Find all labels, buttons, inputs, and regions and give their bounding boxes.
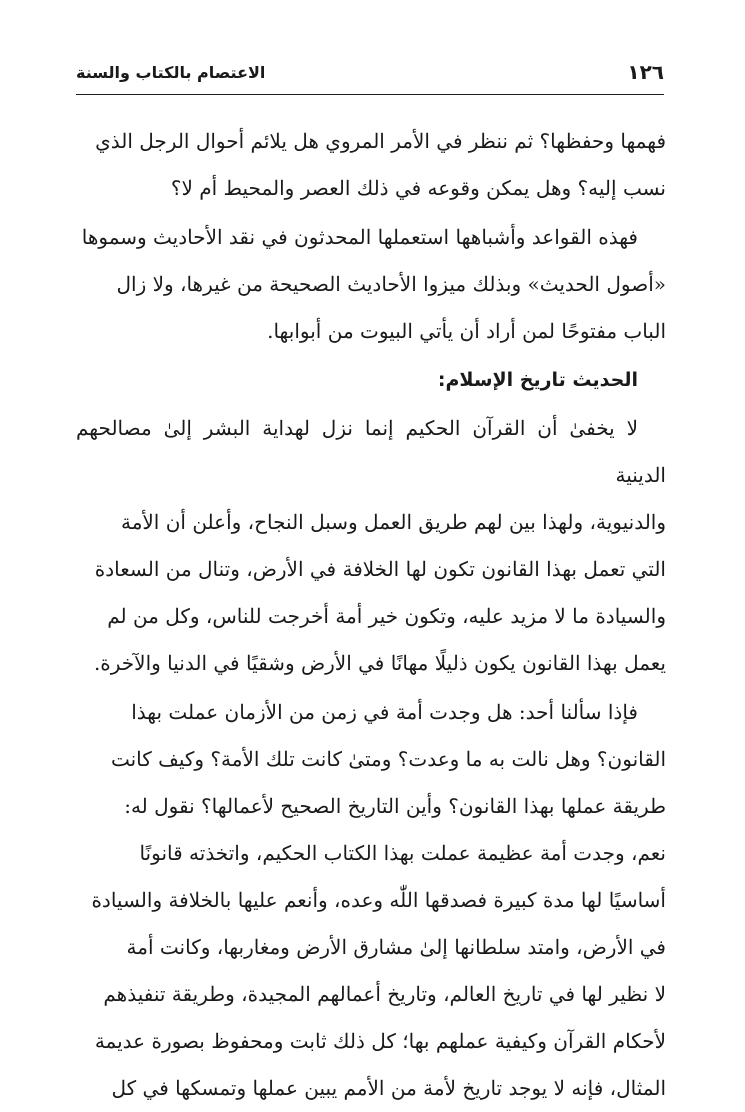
paragraph-quran-purpose: لا يخفىٰ أن القرآن الحكيم إنما نزل لهداية البشر إلىٰ مصالحهم الدينية والدنيوية، ولهذا بين لهم طريق العمل وسبل النجاح، وأعلن أن الأمة التي تعمل بهذا القانون تكون لها الخلافة في الأرض، وتنال من السعادة والسيادة ما لا مزيد عليه، وتكون خير أمة أخرجت للناس، وكل من لم يعمل بهذا القانون يكون ذليلًا مهانًا في الأرض وشقيًا في الدنيا والآخرة. <box>76 416 666 675</box>
page-body <box>76 118 666 1112</box>
running-title: الاعتصام بالكتاب والسنة <box>76 62 266 82</box>
page-number: ١٢٦ <box>627 60 664 84</box>
paragraph-hadith-rules: فهذه القواعد وأشباهها استعملها المحدثون في نقد الأحاديث وسموها «أصول الحديث» وبذلك ميزوا الأحاديث الصحيحة من غيرها، ولا زال الباب مفتوحًا لمن أراد أن يأتي البيوت من أبوابها. <box>81 225 666 343</box>
paragraph-history-answer: فإذا سألنا أحد: هل وجدت أمة في زمن من الأزمان عملت بهذا القانون؟ وهل نالت به ما وعدت؟ ومتىٰ كانت تلك الأمة؟ وكيف كانت طريقة عملها بهذا القانون؟ وأين التاريخ الصحيح لأعمالها؟ نقول له: نعم، وجدت أمة عظيمة عملت بهذا الكتاب الحكيم، واتخذته قانونًا أساسيًا لها مدة كبيرة فصدقها اللّٰه وعده، وأنعم عليها بالخلافة والسيادة في الأرض، وامتد سلطانها إلىٰ مشارق الأرض ومغاربها، وكانت أمة لا نظير لها في تاريخ العالم، وتاريخ أعمالهم المجيدة، وطريقة تنفيذهم لأحكام القرآن وكيفية عملهم بها؛ كل ذلك ثابت ومحفوظ بصورة عديمة المثال، فإنه لا يوجد تاريخ لأمة من الأمم يبين عملها وتمسكها في كل <box>91 700 666 1100</box>
paragraph-continuation: فهمها وحفظها؟ ثم ننظر في الأمر المروي هل يلائم أحوال الرجل الذي نسب إليه؟ وهل يمكن وقوعه في ذلك العصر والمحيط أم لا؟ <box>95 129 666 200</box>
page-header <box>76 58 664 95</box>
section-heading: الحديث تاريخ الإسلام: <box>437 369 638 391</box>
